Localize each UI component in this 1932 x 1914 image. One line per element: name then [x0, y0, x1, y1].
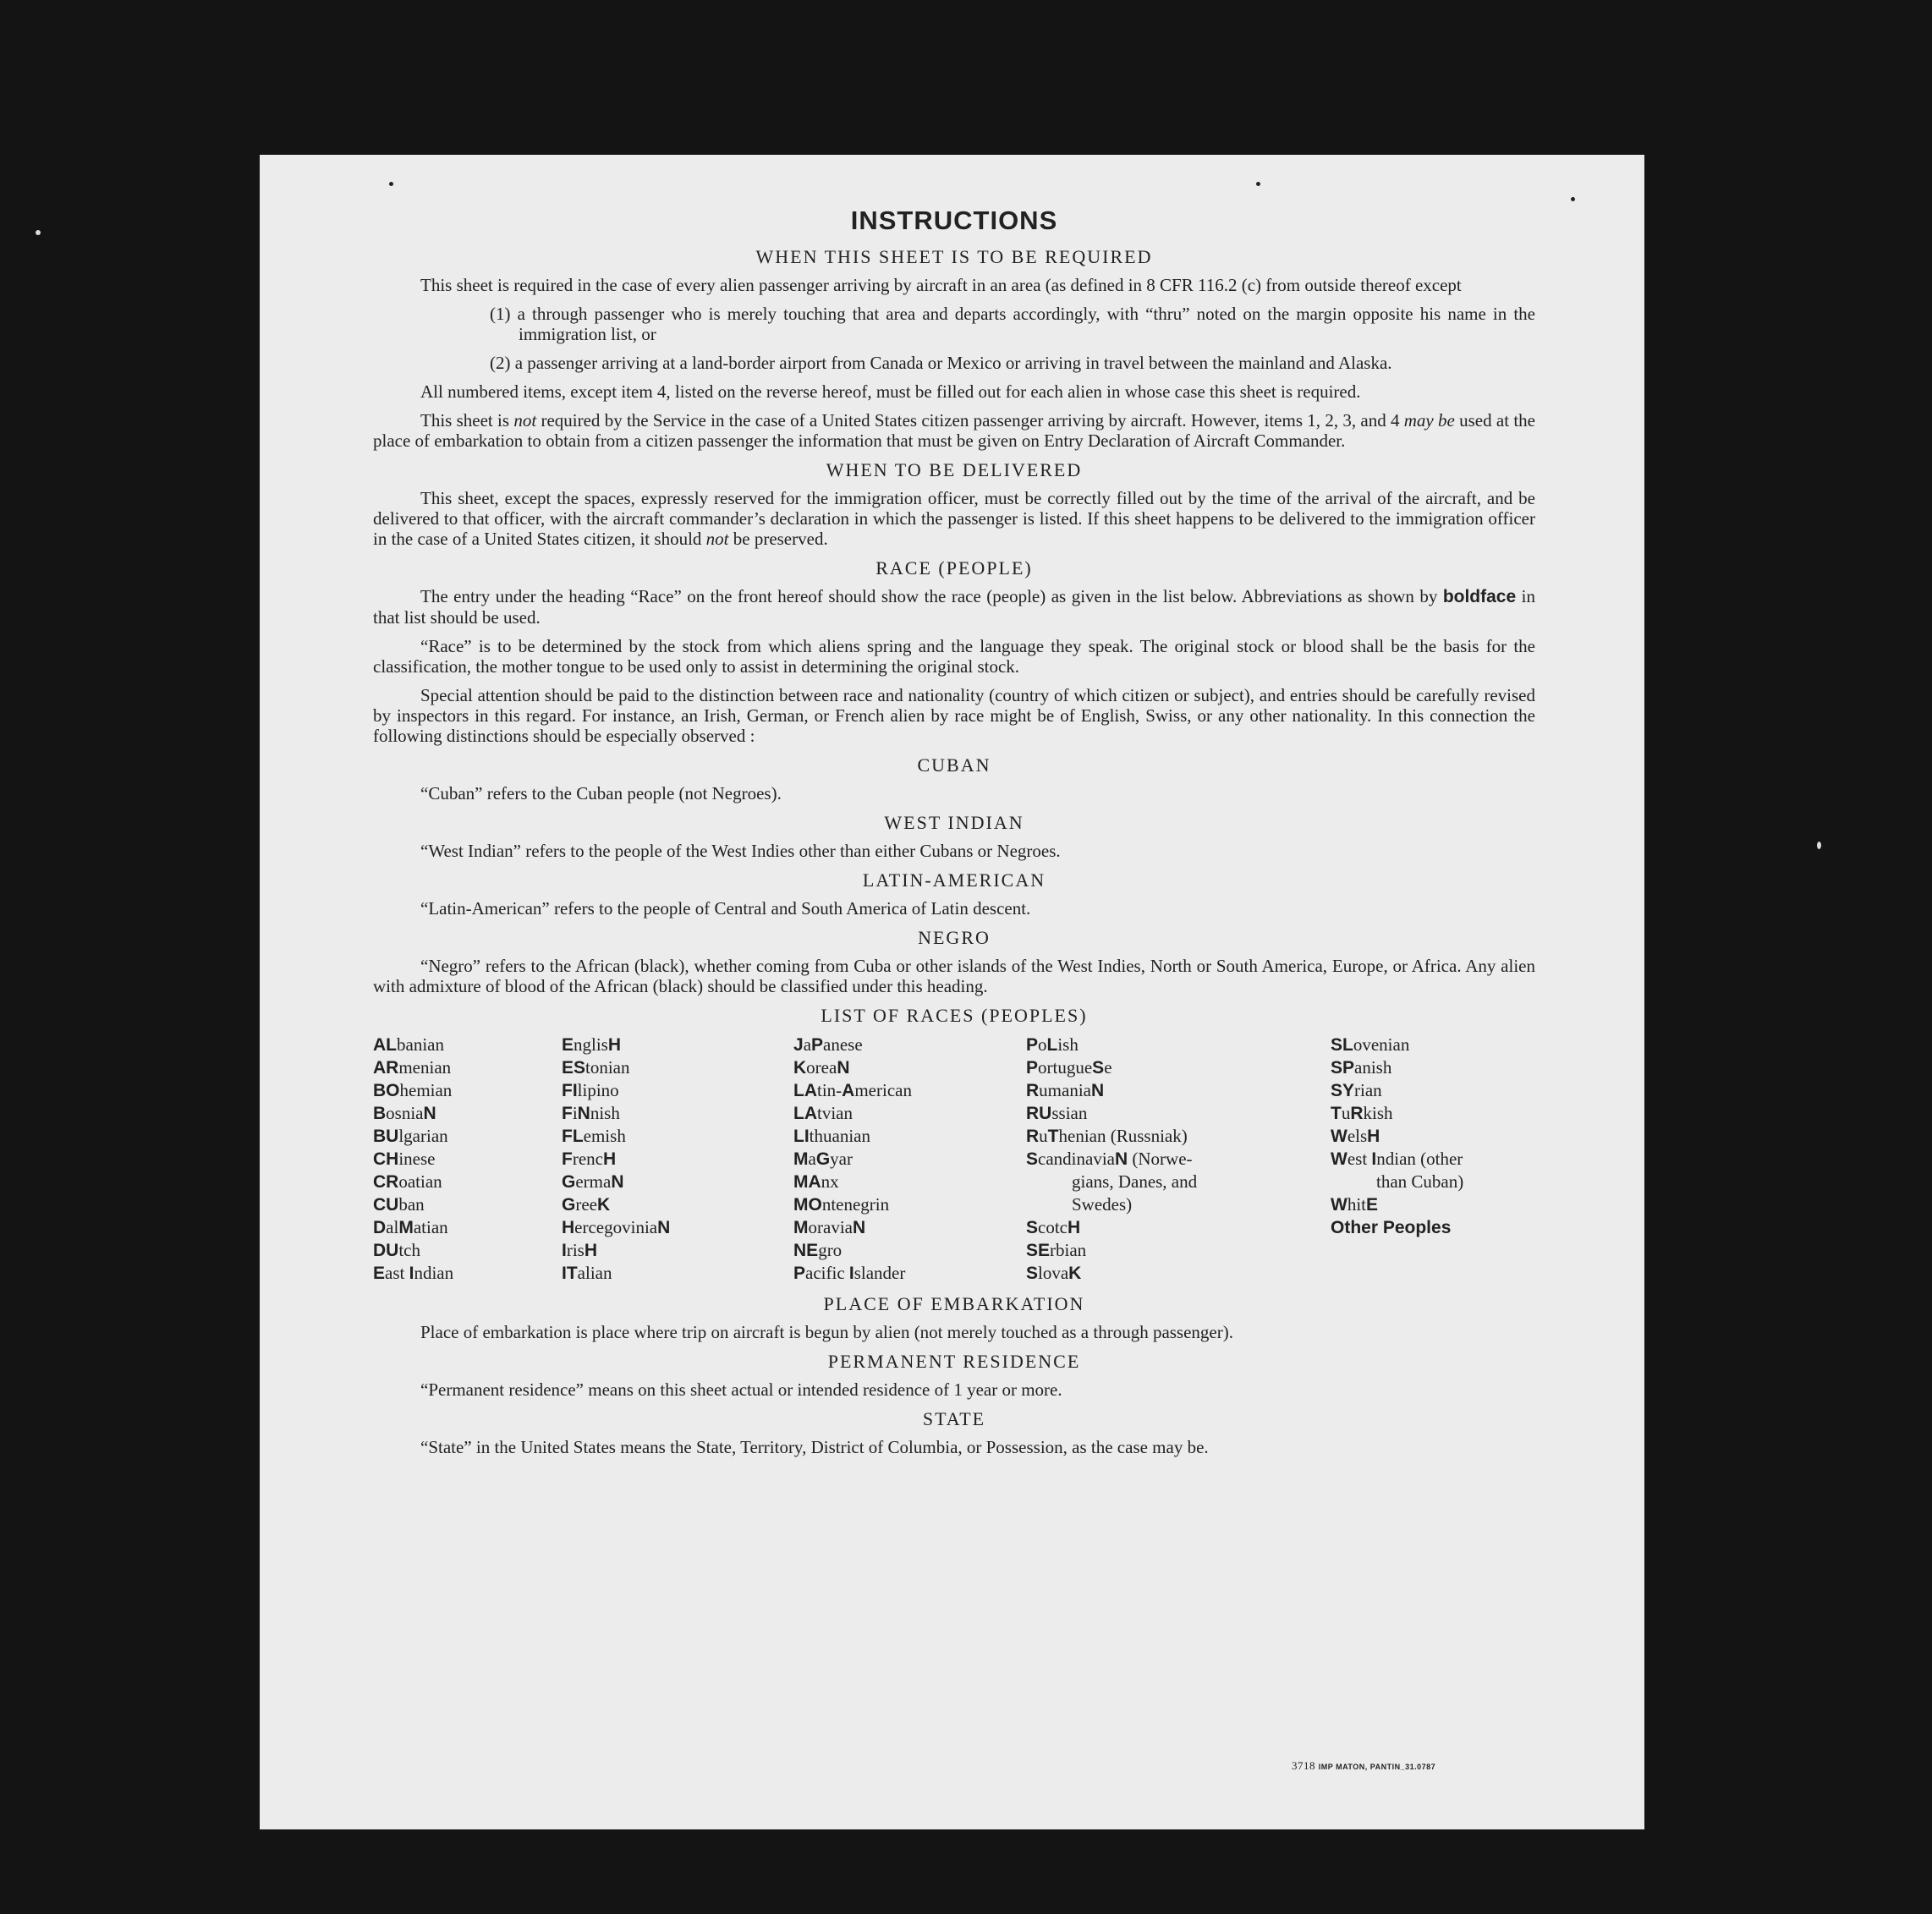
race-abbrev: N: [423, 1104, 436, 1123]
race-abbrev: M: [793, 1149, 809, 1169]
race-abbrev: BO: [373, 1081, 400, 1100]
race-text: tch: [398, 1240, 420, 1260]
race-abbrev: N: [657, 1218, 671, 1237]
race-entry: [562, 1079, 793, 1102]
race-abbrev: N: [837, 1058, 850, 1078]
race-text: ortugue: [1038, 1057, 1093, 1078]
race-text: gro: [818, 1240, 843, 1260]
race-text: merican: [854, 1080, 912, 1100]
race-abbrev: CR: [373, 1172, 399, 1192]
race-text: a: [803, 1034, 812, 1055]
race-text: nx: [821, 1171, 839, 1192]
race-abbrev: SP: [1331, 1058, 1355, 1078]
race-text: ndian (other: [1376, 1149, 1463, 1169]
race-entry: [1331, 1102, 1535, 1125]
paragraph: “Negro” refers to the African (black), whether coming from Cuba or other islands of the West Indies, North or South America, Europe, or Africa. Any alien with admixture of blood of the African (black) should be classified under this heading.: [373, 956, 1535, 996]
paragraph: “Cuban” refers to the Cuban people (not Negroes).: [420, 783, 782, 803]
page-title: INSTRUCTIONS: [850, 206, 1058, 235]
race-abbrev: W: [1331, 1127, 1347, 1146]
race-entry: [373, 1239, 562, 1262]
heading-when-delivered: WHEN TO BE DELIVERED: [826, 459, 1083, 480]
race-text: umania: [1039, 1080, 1091, 1100]
race-entry: [562, 1102, 793, 1125]
race-entry: [793, 1171, 1026, 1193]
race-entry: [373, 1125, 562, 1148]
heading-permanent-residence: PERMANENT RESIDENCE: [827, 1351, 1081, 1372]
race-entry: [793, 1125, 1026, 1148]
race-abbrev: K: [1068, 1264, 1082, 1283]
race-text: osnia: [386, 1103, 424, 1123]
race-entry: [373, 1102, 562, 1125]
paragraph: “State” in the United States means the State, Territory, District of Columbia, or Possession, as the case may be.: [420, 1437, 1209, 1457]
dust-speck: [389, 182, 393, 186]
race-text: oatian: [398, 1171, 442, 1192]
race-text: oravia: [808, 1217, 853, 1237]
race-abbrev: LA: [793, 1081, 817, 1100]
race-abbrev: P: [1026, 1058, 1039, 1078]
emphasis: not: [705, 529, 729, 549]
race-entry: [793, 1216, 1026, 1239]
race-abbrev: E: [562, 1035, 574, 1055]
race-entry: [562, 1193, 793, 1216]
race-list: [373, 1034, 1535, 1285]
race-abbrev: N: [852, 1218, 866, 1237]
race-abbrev: H: [584, 1241, 598, 1260]
document-sheet: [260, 155, 1644, 1829]
race-abbrev: I: [848, 1264, 854, 1283]
race-abbrev: S: [1026, 1264, 1039, 1283]
race-entry: [793, 1239, 1026, 1262]
heading-cuban: CUBAN: [917, 754, 991, 776]
dust-speck: [36, 230, 41, 235]
race-abbrev: T: [1047, 1127, 1059, 1146]
race-entry: [562, 1125, 793, 1148]
race-abbrev: SL: [1331, 1035, 1353, 1055]
race-column: [1026, 1034, 1331, 1285]
race-text: cotc: [1038, 1217, 1068, 1237]
list-item: (1) a through passenger who is merely touching that area and departs accordingly, with “thru” noted on the margin opposite his name in the immigration list, or: [490, 304, 1535, 344]
text: The entry under the heading “Race” on the front hereof should show the race (people) as given in the list below. Abbreviations as shown by: [420, 586, 1443, 606]
race-text: u: [1039, 1126, 1048, 1146]
race-abbrev: B: [373, 1104, 387, 1123]
race-text: yar: [830, 1149, 853, 1169]
heading-negro: NEGRO: [918, 927, 991, 948]
race-entry: [793, 1148, 1026, 1171]
race-abbrev: MA: [793, 1172, 821, 1192]
race-abbrev: N: [1090, 1081, 1105, 1100]
race-entry: [373, 1034, 562, 1056]
race-text: candinavia: [1038, 1149, 1115, 1169]
paragraph: “Race” is to be determined by the stock from which aliens spring and the language they speak. The original stock or blood shall be the basis for the classification, the mother tongue to be used only to assist in determining the original stock.: [373, 636, 1535, 677]
race-text: ree: [575, 1194, 597, 1215]
heading-race: RACE (PEOPLE): [875, 557, 1033, 579]
race-entry: [562, 1034, 793, 1056]
race-text: o: [1038, 1034, 1047, 1055]
race-text: ban: [398, 1194, 425, 1215]
race-entry: [1026, 1148, 1331, 1171]
heading-west-indian: WEST INDIAN: [884, 812, 1024, 833]
race-column: [1331, 1034, 1535, 1285]
race-abbrev: K: [596, 1195, 611, 1215]
race-abbrev: S: [1026, 1218, 1039, 1237]
race-abbrev: P: [811, 1035, 824, 1055]
race-abbrev: ES: [562, 1058, 586, 1078]
race-entry: [793, 1262, 1026, 1285]
paragraph: “Latin-American” refers to the people of Central and South America of Latin descent.: [420, 898, 1031, 919]
race-text: ercegovinia: [574, 1217, 658, 1237]
race-text: henian (Russniak): [1058, 1126, 1188, 1146]
race-text: est: [1347, 1149, 1372, 1169]
race-text: lgarian: [398, 1126, 448, 1146]
race-entry: [793, 1079, 1026, 1102]
heading-when-required: WHEN THIS SHEET IS TO BE REQUIRED: [755, 246, 1153, 267]
race-abbrev: P: [1026, 1035, 1039, 1055]
race-text: menian: [398, 1057, 452, 1078]
race-abbrev: LA: [793, 1104, 817, 1123]
race-entry: [373, 1056, 562, 1079]
heading-embarkation: PLACE OF EMBARKATION: [823, 1293, 1085, 1314]
race-abbrev: SY: [1331, 1081, 1355, 1100]
race-text: gians, Danes, and: [1072, 1171, 1198, 1192]
race-abbrev: S: [1092, 1058, 1105, 1078]
race-entry: [562, 1262, 793, 1285]
race-abbrev: H: [1068, 1218, 1081, 1237]
race-text: rian: [1354, 1080, 1382, 1100]
emphasis: not: [513, 410, 537, 431]
race-abbrev: R: [1026, 1081, 1040, 1100]
race-text: i: [572, 1103, 578, 1123]
race-entry: [1331, 1148, 1535, 1171]
race-text: banian: [397, 1034, 444, 1055]
race-text: Swedes): [1072, 1194, 1133, 1215]
race-abbrev: IT: [562, 1264, 578, 1283]
bold-text: boldface: [1442, 587, 1517, 606]
text: required by the Service in the case of a United States citizen passenger arriving by aircraft. However, items 1, 2, 3, and 4: [536, 410, 1404, 431]
race-text: hit: [1347, 1194, 1366, 1215]
race-entry: [793, 1034, 1026, 1056]
race-text: acific: [805, 1263, 849, 1283]
paragraph: Special attention should be paid to the distinction between race and nationality (country of which citizen or subject), and entries should be carefully revised by inspectors in this regard. For instance, an Irish, German, or French alien by race might be of English, Swiss, or any other nationality. In this connection the following distinctions should be especially observed :: [373, 685, 1535, 746]
paragraph: [373, 586, 1535, 628]
race-abbrev: BU: [373, 1127, 399, 1146]
paragraph: Place of embarkation is place where trip on aircraft is begun by alien (not merely touched as a through passenger).: [420, 1322, 1233, 1342]
race-entry: [562, 1171, 793, 1193]
race-abbrev: G: [562, 1172, 576, 1192]
race-abbrev: W: [1331, 1195, 1347, 1215]
race-entry: [562, 1056, 793, 1079]
text: in that list should be used.: [373, 586, 1535, 628]
race-entry: [562, 1148, 793, 1171]
race-abbrev: MO: [793, 1195, 822, 1215]
race-text: e: [1104, 1057, 1112, 1078]
race-abbrev: F: [562, 1149, 573, 1169]
race-abbrev: I: [562, 1241, 567, 1260]
race-text: orea: [806, 1057, 837, 1078]
race-entry: [373, 1148, 562, 1171]
race-text: than Cuban): [1376, 1171, 1464, 1192]
paragraph: [373, 488, 1535, 549]
paragraph: [373, 410, 1535, 451]
race-abbrev: FL: [562, 1127, 584, 1146]
race-abbrev: F: [562, 1104, 573, 1123]
race-abbrev: DU: [373, 1241, 399, 1260]
race-entry: [1331, 1125, 1535, 1148]
race-abbrev: M: [793, 1218, 809, 1237]
race-entry: [373, 1171, 562, 1193]
document-content: [373, 206, 1535, 1466]
race-text: inese: [398, 1149, 436, 1169]
race-abbrev: E: [373, 1264, 386, 1283]
race-text: slander: [853, 1263, 906, 1283]
race-text: ssian: [1051, 1103, 1088, 1123]
race-entry: [1026, 1216, 1331, 1239]
race-abbrev: N: [1114, 1149, 1128, 1169]
race-entry: [793, 1102, 1026, 1125]
form-number: 3718: [1292, 1759, 1315, 1772]
race-abbrev: S: [1026, 1149, 1039, 1169]
race-text: ast: [385, 1263, 409, 1283]
race-abbrev: A: [842, 1081, 855, 1100]
heading-latin-american: LATIN-AMERICAN: [862, 869, 1046, 891]
race-entry: [1331, 1056, 1535, 1079]
race-abbrev: N: [577, 1104, 590, 1123]
race-abbrev: RU: [1026, 1104, 1052, 1123]
race-column: [793, 1034, 1026, 1285]
race-text: tin-: [817, 1080, 843, 1100]
race-text: atian: [413, 1217, 448, 1237]
race-text: kish: [1363, 1103, 1393, 1123]
race-abbrev: M: [398, 1218, 414, 1237]
race-abbrev: H: [602, 1149, 617, 1169]
race-abbrev: AR: [373, 1058, 399, 1078]
race-abbrev: I: [1371, 1149, 1377, 1169]
race-entry: [1331, 1034, 1535, 1056]
race-text: erma: [575, 1171, 612, 1192]
race-entry: [1026, 1056, 1331, 1079]
race-abbrev: L: [1046, 1035, 1058, 1055]
race-text: al: [386, 1217, 399, 1237]
race-abbrev: R: [1350, 1104, 1364, 1123]
race-abbrev: FI: [562, 1081, 578, 1100]
race-text: u: [1341, 1103, 1351, 1123]
race-abbrev: NE: [793, 1241, 819, 1260]
race-entry: [1331, 1079, 1535, 1102]
race-text: renc: [572, 1149, 603, 1169]
race-abbrev: H: [607, 1035, 622, 1055]
printer-imprint: [1292, 1759, 1435, 1773]
race-abbrev: R: [1026, 1127, 1040, 1146]
paragraph: This sheet is required in the case of every alien passenger arriving by aircraft in an area (as defined in 8 CFR 116.2 (c) from outside thereof except: [420, 275, 1462, 295]
race-entry: [1026, 1079, 1331, 1102]
race-text: lova: [1038, 1263, 1069, 1283]
race-text: ris: [566, 1240, 585, 1260]
emphasis: may be: [1403, 410, 1455, 431]
race-entry: [1026, 1102, 1331, 1125]
race-text: anish: [1354, 1057, 1392, 1078]
text: This sheet is: [420, 410, 514, 431]
race-column: [562, 1034, 793, 1285]
race-entry: [1331, 1171, 1535, 1193]
dust-speck: [1571, 197, 1575, 201]
race-column: [373, 1034, 562, 1285]
race-entry: [1026, 1034, 1331, 1056]
race-text: thuanian: [809, 1126, 870, 1146]
race-text: ntenegrin: [821, 1194, 890, 1215]
race-text: tonian: [585, 1057, 630, 1078]
race-entry: [373, 1193, 562, 1216]
list-item: (2) a passenger arriving at a land-border airport from Canada or Mexico or arriving in travel between the mainland and Alaska.: [490, 353, 1392, 373]
race-abbrev: LI: [793, 1127, 810, 1146]
race-entry: [373, 1262, 562, 1285]
race-text: (Norwe-: [1128, 1149, 1193, 1169]
race-text: ndian: [414, 1263, 454, 1283]
race-abbrev: G: [562, 1195, 576, 1215]
race-abbrev: G: [815, 1149, 831, 1169]
race-text: ovenian: [1353, 1034, 1410, 1055]
race-abbrev: K: [793, 1058, 807, 1078]
race-text: tvian: [817, 1103, 853, 1123]
race-abbrev: H: [1367, 1127, 1380, 1146]
race-abbrev: N: [611, 1172, 624, 1192]
paragraph: “West Indian” refers to the people of the West Indies other than either Cubans or Negroes.: [420, 841, 1061, 861]
race-abbrev: P: [793, 1264, 806, 1283]
race-entry: [1026, 1171, 1331, 1193]
imprint-text: IMP MATON, PANTIN_31.0787: [1318, 1763, 1436, 1771]
race-abbrev: H: [562, 1218, 575, 1237]
race-text: anese: [823, 1034, 863, 1055]
paragraph: “Permanent residence” means on this sheet actual or intended residence of 1 year or more.: [420, 1379, 1062, 1400]
race-text: nglis: [574, 1034, 608, 1055]
paragraph: All numbered items, except item 4, listed on the reverse hereof, must be filled out for each alien in whose case this sheet is required.: [420, 381, 1361, 402]
heading-state: STATE: [922, 1408, 986, 1429]
race-abbrev: J: [793, 1035, 804, 1055]
race-abbrev: D: [373, 1218, 387, 1237]
race-entry: [1026, 1239, 1331, 1262]
race-entry: [1026, 1125, 1331, 1148]
text: This sheet, except the spaces, expressly reserved for the immigration officer, must be correctly filled out by the time of the arrival of the aircraft, and be delivered to that officer, with the aircraft commander’s declaration in which the passenger is listed. If this sheet happens to be delivered to the immigration officer in the case of a United States citizen, it should: [373, 488, 1535, 549]
race-entry: [562, 1239, 793, 1262]
text: used at the place of embarkation to obtain from a citizen passenger the information that must be given on Entry Declaration of Aircraft Commander.: [373, 410, 1535, 451]
race-abbrev: CU: [373, 1195, 399, 1215]
race-abbrev: AL: [373, 1035, 397, 1055]
race-text: emish: [583, 1126, 626, 1146]
race-entry: [793, 1193, 1026, 1216]
race-entry: [373, 1079, 562, 1102]
race-entry: [1026, 1262, 1331, 1285]
race-text: nish: [590, 1103, 620, 1123]
race-abbrev: E: [1366, 1195, 1379, 1215]
race-entry: [793, 1056, 1026, 1079]
race-text: alian: [577, 1263, 612, 1283]
heading-list-of-races: LIST OF RACES (PEOPLES): [821, 1005, 1088, 1026]
dust-speck: [1256, 182, 1260, 186]
race-text: els: [1347, 1126, 1368, 1146]
race-text: rbian: [1050, 1240, 1087, 1260]
race-abbrev: W: [1331, 1149, 1347, 1169]
race-abbrev: I: [409, 1264, 414, 1283]
dust-speck: [1817, 842, 1821, 849]
race-entry: [1026, 1193, 1331, 1216]
race-text: ish: [1057, 1034, 1079, 1055]
race-text: a: [808, 1149, 816, 1169]
race-entry: [1331, 1193, 1535, 1216]
race-text: hemian: [399, 1080, 453, 1100]
race-text: lipino: [577, 1080, 619, 1100]
text: be preserved.: [728, 529, 828, 549]
race-entry: [373, 1216, 562, 1239]
race-abbrev: Other Peoples: [1331, 1218, 1452, 1237]
race-abbrev: SE: [1026, 1241, 1051, 1260]
race-entry: [562, 1216, 793, 1239]
race-abbrev: CH: [373, 1149, 399, 1169]
race-abbrev: T: [1331, 1104, 1342, 1123]
race-entry: [1331, 1216, 1535, 1239]
